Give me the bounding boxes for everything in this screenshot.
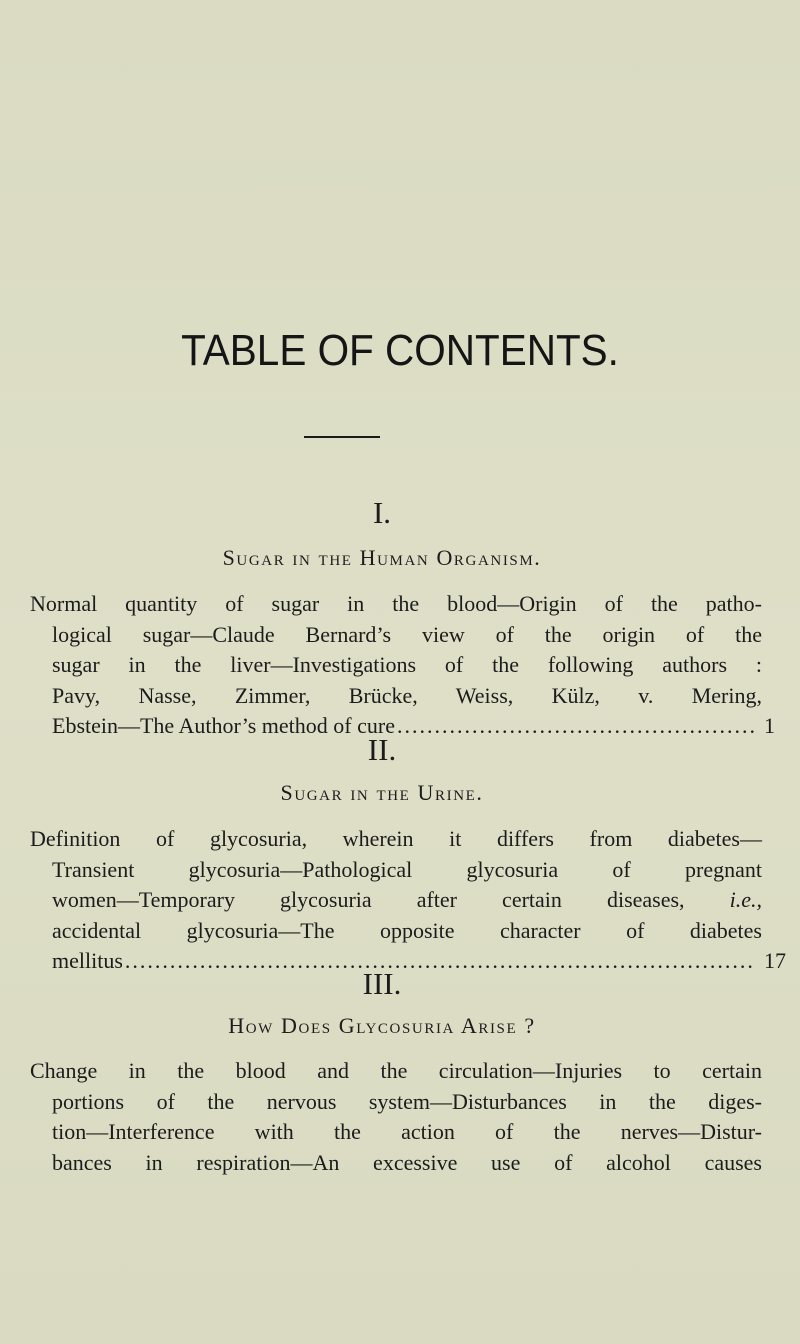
page-title: TABLE OF CONTENTS.	[181, 326, 619, 375]
section-1-heading: Sugar in the Human Organism.	[222, 545, 542, 570]
section-3-line: portions of the nervous system—Disturbances in the diges-	[52, 1088, 762, 1114]
section-1-line: logical sugar—Claude Bernard’s view of the origin of the	[52, 621, 762, 647]
section-3-entry	[30, 1056, 762, 1178]
section-2-heading: Sugar in the Urine.	[280, 780, 484, 805]
section-2-line: accidental glycosuria—The opposite character of diabetes	[52, 917, 762, 943]
section-1-line: Normal quantity of sugar in the blood—Origin of the patho-	[30, 591, 762, 616]
section-1-page-number: 1	[764, 713, 775, 738]
section-1-entry	[30, 589, 775, 742]
section-1-line: Pavy, Nasse, Zimmer, Brücke, Weiss, Külz, v. Mering,	[52, 682, 762, 708]
section-2-line: Definition of glycosuria, wherein it differs from diabetes—	[30, 826, 762, 851]
section-2-line-text: mellitus	[52, 948, 123, 973]
section-1-line: sugar in the liver—Investigations of the following authors :	[52, 652, 762, 677]
section-3-numeral: III.	[362, 966, 402, 1001]
section-2-line-text: women—Temporary glycosuria after certain diseases,	[52, 887, 730, 912]
section-3-heading: How Does Glycosuria Arise ?	[228, 1013, 536, 1038]
section-1-numeral: I.	[372, 495, 392, 530]
section-3-line: Change in the blood and the circulation—Injuries to certain	[30, 1058, 762, 1083]
section-2-entry	[30, 824, 786, 977]
title-rule	[304, 436, 380, 438]
section-2-line-italic	[30, 885, 762, 916]
italic-abbrev: i.e.,	[729, 887, 762, 912]
section-2-page-number: 17	[764, 948, 786, 973]
section-1-line-text: Ebstein—The Author’s method of cure	[52, 713, 395, 738]
section-2-line: Transient glycosuria—Pathological glycosuria of pregnant	[52, 856, 762, 882]
section-3-line: bances in respiration—An excessive use of alcohol causes	[52, 1149, 762, 1175]
section-3-line: tion—Interference with the action of the nerves—Distur-	[52, 1119, 762, 1144]
section-2-numeral: II.	[367, 732, 397, 767]
